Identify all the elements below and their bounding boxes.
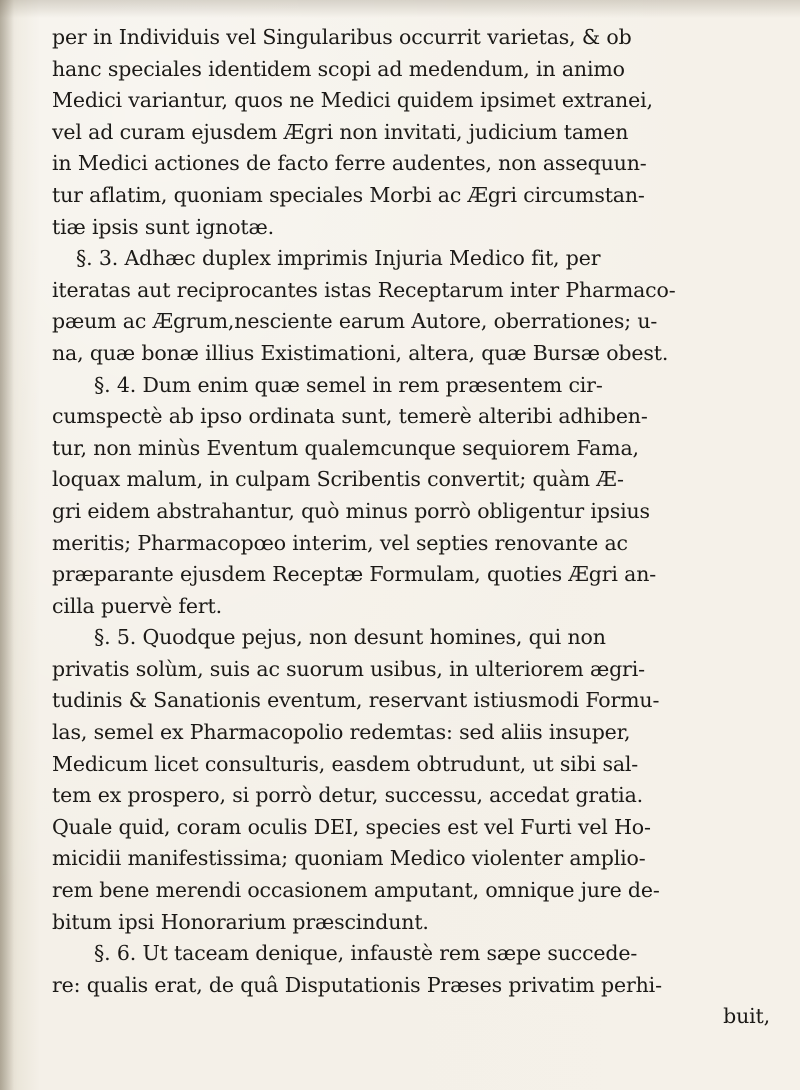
text-line: na, quæ bonæ illius Existimationi, altera, quæ Bursæ obest.	[52, 340, 669, 365]
paragraph-start: §. 4. Dum enim quæ semel in rem præsentem cir-	[94, 372, 603, 397]
text-line: cumspectè ab ipso ordinata sunt, temerè alteribi adhiben-	[52, 404, 648, 429]
text-line: in Medici actiones de facto ferre audentes, non assequun-	[52, 151, 647, 176]
body-text	[52, 22, 770, 1033]
text-line: Quale quid, coram oculis DEI, species est vel Furti vel Ho-	[52, 814, 651, 839]
text-line: tudinis & Sanationis eventum, reservant istiusmodi Formu-	[52, 688, 660, 713]
paragraph-start: §. 5. Quodque pejus, non desunt homines, qui non	[94, 625, 606, 650]
text-line: tem ex prospero, si porrò detur, successu, accedat gratia.	[52, 783, 644, 808]
text-line: præparante ejusdem Receptæ Formulam, quoties Ægri an-	[52, 562, 657, 587]
text-line: meritis; Pharmacopœo interim, vel septies renovante ac	[52, 530, 628, 555]
text-line: cilla puervè fert.	[52, 593, 222, 618]
text-line: tur, non minùs Eventum qualemcunque sequiorem Fama,	[52, 435, 639, 460]
text-line: vel ad curam ejusdem Ægri non invitati, judicium tamen	[52, 119, 629, 144]
text-line: iteratas aut reciprocantes istas Receptarum inter Pharmaco-	[52, 277, 676, 302]
page-gutter-shadow	[0, 0, 14, 1090]
text-line: tur aflatim, quoniam speciales Morbi ac Ægri circumstan-	[52, 182, 645, 207]
paragraph-start: §. 6. Ut taceam denique, infaustè rem sæpe succede-	[94, 941, 638, 966]
catchword: buit,	[723, 1004, 770, 1029]
text-line: loquax malum, in culpam Scribentis convertit; quàm Æ-	[52, 467, 624, 492]
text-line: hanc speciales identidem scopi ad medendum, in animo	[52, 56, 625, 81]
text-line: pæum ac Ægrum,nesciente earum Autore, oberrationes; u-	[52, 309, 658, 334]
page-top-shadow	[0, 0, 800, 18]
text-line: rem bene merendi occasionem amputant, omnique jure de-	[52, 878, 660, 903]
text-line: bitum ipsi Honorarium præscindunt.	[52, 909, 429, 934]
text-line: per in Individuis vel Singularibus occurrit varietas, & ob	[52, 25, 632, 49]
text-line: micidii manifestissima; quoniam Medico violenter amplio-	[52, 846, 646, 871]
text-line: re: qualis erat, de quâ Disputationis Præses privatim perhi-	[52, 972, 662, 997]
text-line: Medicum licet consulturis, easdem obtrudunt, ut sibi sal-	[52, 751, 639, 776]
text-line: privatis solùm, suis ac suorum usibus, in ulteriorem ægri-	[52, 656, 645, 681]
text-line: las, semel ex Pharmacopolio redemtas: sed aliis insuper,	[52, 720, 631, 745]
text-line: gri eidem abstrahantur, quò minus porrò obligentur ipsius	[52, 498, 650, 523]
paragraph-start: §. 3. Adhæc duplex imprimis Injuria Medico fit, per	[76, 246, 601, 271]
text-line: tiæ ipsis sunt ignotæ.	[52, 214, 274, 239]
text-line: Medici variantur, quos ne Medici quidem ipsimet extranei,	[52, 88, 653, 113]
